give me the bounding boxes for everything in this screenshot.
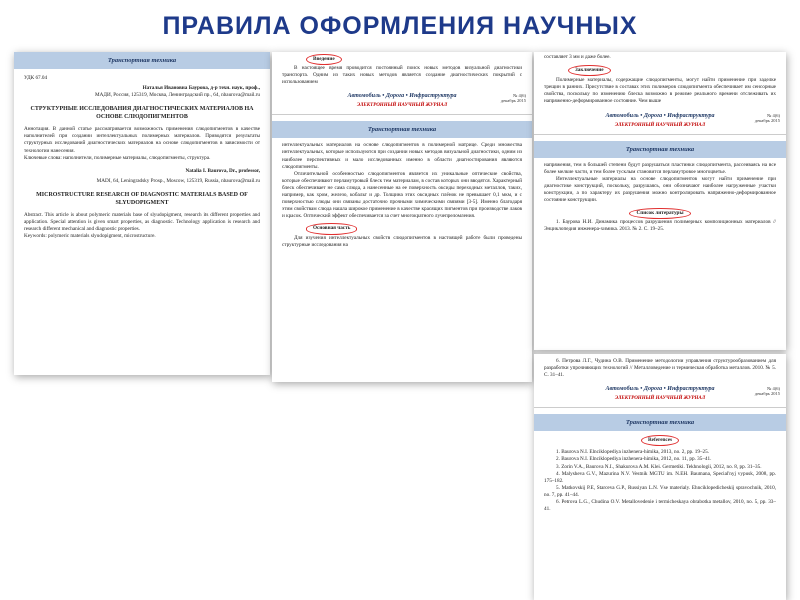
article-title-ru: СТРУКТУРНЫЕ ИССЛЕДОВАНИЯ ДИАГНОСТИЧЕСКИХ МАТЕРИАЛОВ НА ОСНОВЕ СЛЮДОПИГМЕНТОВ <box>30 106 254 121</box>
article-page-title <box>14 52 270 375</box>
journal-subtitle: ЭЛЕКТРОННЫЙ НАУЧНЫЙ ЖУРНАЛ <box>356 103 448 109</box>
journal-issue <box>755 386 780 396</box>
journal-subtitle: ЭЛЕКТРОННЫЙ НАУЧНЫЙ ЖУРНАЛ <box>614 122 706 128</box>
keywords-en: Keywords: polymeric materials slyudopigment, microstructure. <box>24 233 156 240</box>
affiliation-ru: МАДИ, Россия, 125319, Москва, Ленинградский пр., 64, nbaurova@mail.ru <box>95 92 260 99</box>
journal-issue <box>755 113 780 123</box>
journal-band: Транспортная техника <box>534 141 786 158</box>
issue-date: декабрь 2015 <box>754 117 780 123</box>
article-page-conclusion <box>534 52 786 350</box>
article-page-intro <box>272 52 532 382</box>
journal-name: Автомобиль • Дорога • Инфраструктура <box>347 93 457 100</box>
issue-date: декабрь 2015 <box>754 391 780 397</box>
issue-number: № 4(6) <box>767 112 780 118</box>
article-title-en: MICROSTRUCTURE RESEARCH OF DIAGNOSTIC MATERIALS BASED OF SLYUDOPIGMENT <box>36 191 248 206</box>
conclusion-text: Полимерные материалы, содержащие слюдопигменты, могут найти применение при заделке трещин в ранних. Присутствие в составах этих полимеров слюдопигмента обеспечивает им сенсорные свойства, поскольку по изменению блеска возможно в режиме реального времени отслеживать их напряженно-деформированное состояние. Чем выше <box>544 77 776 105</box>
journal-band: Транспортная техника <box>534 414 786 431</box>
body-text-2: Отличительной особенностью слюдопигментов является их уникальные оптические свойства, которые обеспечивают перламутровый блеск тем материалам, в состав которых они вводятся. Характерный блеск обеспечивает не сама слюда, а нанесенные на ее поверхность оксиды переходных металлов, таких, например, как хром, железо, кобальт и др. Толщина этих оксидных плёнок не превышает 0,1 мкм, и с поверхностью слюды они связаны достаточно прочными химическими связями [3-5]. Именно благодаря этим свойствам слюда нашла широкое применение в качестве красящих пигментов при производстве лаков и красок. Оптический эффект обеспечивается за счет многократного лучепреломления. <box>282 170 522 220</box>
top-text: составляет 3 мм и даже более. <box>544 54 611 60</box>
affiliation-en: MADI, 64, Leningradsky Prosp., Moscow, 125319, Russia, nbaurova@mail.ru <box>96 177 260 184</box>
reference-item: 2. Baurova N.I. Elnciklopediya inzhenera-himika, 2012, no. 11, pp. 35–41. <box>556 456 712 463</box>
keywords-ru: Ключевые слова: наполнители, полимерные материалы, слюдопигменты, структура. <box>24 154 211 161</box>
main-heading: Основная часть <box>306 223 357 234</box>
author-ru: Наталья Ивановна Баурова, д-р техн. наук, проф., <box>142 85 260 92</box>
references-ru-heading: Список литературы <box>629 208 690 219</box>
reference-item: 3. Zorin V.A., Baurova N.I., Shakurova A.M. Klei. Germetiki. Tekhnologii, 2012, no. 8, pp. 31–35. <box>556 463 762 470</box>
journal-name: Автомобиль • Дорога • Инфраструктура <box>605 386 715 393</box>
conclusion-heading: Заключение <box>568 65 611 76</box>
journal-header <box>534 383 786 408</box>
intro-text: В настоящее время проводится постоянный поиск новых методов визуальной диагностики транспорта. Одним из таких новых методов является создание диагностических покрытий с использованием <box>282 65 522 86</box>
udk-code: УДК 67.04 <box>24 75 48 81</box>
journal-subtitle: ЭЛЕКТРОННЫЙ НАУЧНЫЙ ЖУРНАЛ <box>614 396 706 402</box>
abstract-en: Abstract. This article is about polymeric materials base of slyudopigment, research its different properties and application. Special attention is given smart properties, as diagnostic. Technology application is research and research different mechanical and diagnostic properties. <box>24 211 260 233</box>
references-en-heading: References <box>641 435 679 446</box>
author-en: Natalia I. Baurova, Dr., professor, <box>185 167 260 174</box>
reference-ru-item: 1. Баурова Н.И. Динамика процессов разрушения полимерных композиционных материалов // Энциклопедия инженера-химика. 2013. № 2. С. 19–25. <box>544 219 776 233</box>
reference-item: 6. Petrova L.G., Chudina O.V. Metallovedenie i termicheskaya obrabotka metallov, 2010, no. 5, pp. 33–41. <box>544 499 776 513</box>
conclusion-text-3: Интеллектуальные материалы на основе слюдопигментов могут найти применение при диагностике конструкций, поскольку, разрушаясь, они обозначают наиболее нагруженные участки конструкции, а по характеру их разрушения можно контролировать напряженно-деформированное состояние конструкции. <box>544 175 776 204</box>
journal-header <box>272 90 532 115</box>
abstract-ru: Аннотация. В данной статье рассматривается возможность применения слюдопигментов в качестве наполнителей при создании интеллектуальных полимерных материалов. Приводятся результаты структурных исследований диагностических материалов на основе слюдопигментов в зависимости от технологии нанесения. <box>24 126 260 154</box>
top-text: 6. Петрова Л.Г., Чудина О.В. Применение методологии управления структурообразованием для разработки упрочняющих технологий // Металловедение и термическая обработка металлов. 2010. № 5. С. 31–41. <box>544 358 776 379</box>
reference-item: 1. Baurova N.I. Elnciklopediya inzhenera-himika, 2013, no. 2, pp. 19–25. <box>556 449 709 456</box>
intro-heading: Введение <box>306 54 342 65</box>
journal-issue <box>501 93 526 103</box>
journal-name: Автомобиль • Дорога • Инфраструктура <box>605 112 715 119</box>
journal-header <box>534 110 786 135</box>
journal-band: Транспортная техника <box>272 121 532 138</box>
journal-band: Транспортная техника <box>14 52 270 69</box>
issue-number: № 4(6) <box>513 93 526 99</box>
conclusion-text-2: напряжения, тем в большей степени будут разрушаться пластинки слюдопигмента, рассеиваясь на все более мелкие части, и тем более тусклым становится перламутровое многоцветье. <box>544 161 776 175</box>
slide-title: ПРАВИЛА ОФОРМЛЕНИЯ НАУЧНЫХ <box>162 12 638 40</box>
issue-date: декабрь 2015 <box>500 98 526 104</box>
issue-number: № 4(6) <box>767 386 780 392</box>
body-text: интеллектуальных материалов на основе слюдопигментов в полимерной матрице. Среди множества интеллектуальных, которые используются при создании новых методов визуальной диагностики, одним из наиболее перспективных и мало исследованных именно в области диагностирования являются слюдопигменты. <box>282 142 522 170</box>
main-text: Для изучения интеллектуальных свойств слюдопигментов в настоящей работе были проведены структурные исследования на <box>282 234 522 248</box>
article-page-references <box>534 354 786 600</box>
reference-item: 5. Matkovskij P.E, Starceva G.P., Russiyan L.N. Vse materialy. Ehnciklopedicheskij spravochnik, 2010, no. 7, pp. 41–44. <box>544 484 776 498</box>
reference-item: 4. Malysheva G.V., Mazurina N.V. Vestnik MGTU im. N.EH. Baumana, Special'nyj vypusk, 2008, pp. 175–182. <box>544 470 776 484</box>
